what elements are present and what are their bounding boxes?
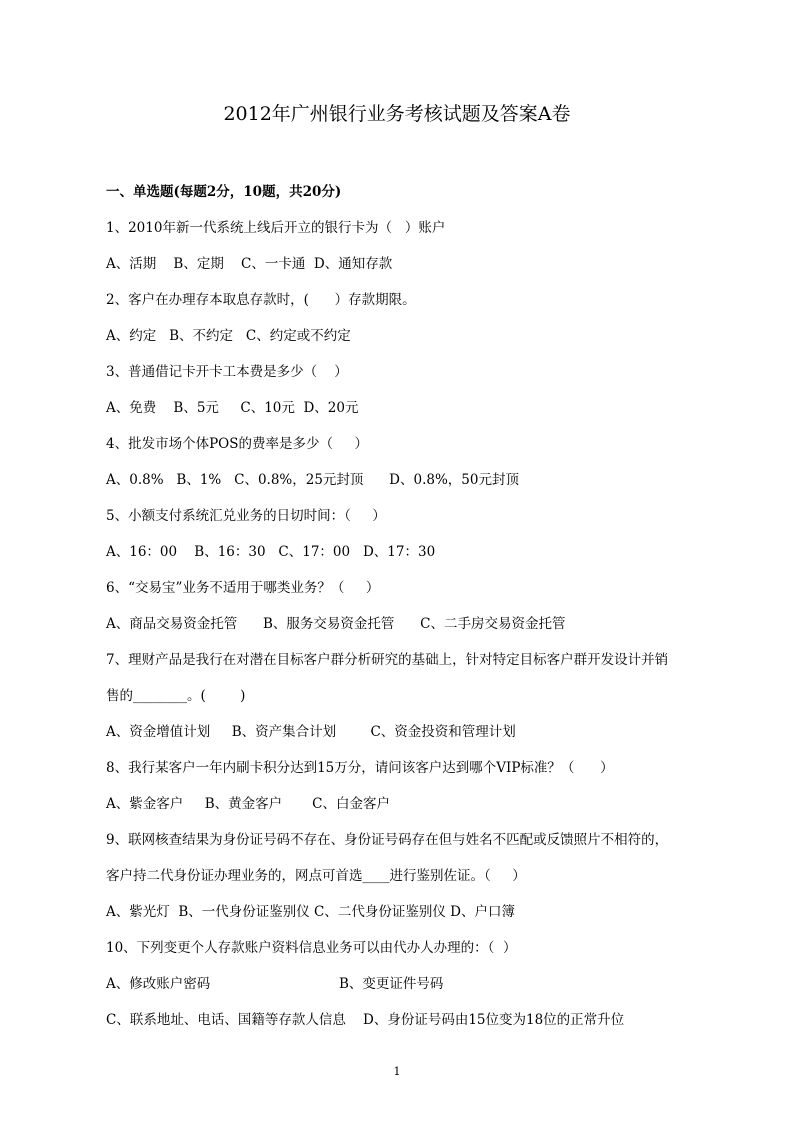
- question-2: 2、客户在办理存本取息存款时，( ）存款期限。: [106, 292, 416, 308]
- question-3: 3、普通借记卡开卡工本费是多少（ ）: [106, 364, 348, 380]
- question-6: 6、“交易宝”业务不适用于哪类业务？（ ）: [106, 580, 380, 596]
- options-5: A、16：00 B、16：30 C、17：00 D、17：30: [106, 544, 436, 560]
- question-7: 7、理财产品是我行在对潜在目标客户群分析研究的基础上，针对特定目标客户群开发设计并销: [106, 652, 669, 668]
- question-9: 9、联网核查结果为身份证号码不存在、身份证号码存在但与姓名不匹配或反馈照片不相符的，: [106, 832, 669, 848]
- options-3: A、免费 B、5元 C、10元 D、20元: [106, 400, 359, 416]
- question-9-continued: 客户持二代身份证办理业务的，网点可首选____进行鉴别佐证。（ ）: [106, 868, 526, 884]
- options-8: A、紫金客户 B、黄金客户 C、白金客户: [106, 796, 390, 812]
- section-heading: 一、单选题(每题2分，10题，共20分): [106, 184, 342, 200]
- question-8: 8、我行某客户一年内刷卡积分达到15万分，请问该客户达到哪个VIP标准？（ ）: [106, 760, 614, 776]
- page-number: 1: [393, 1065, 401, 1078]
- question-10: 10、下列变更个人存款账户资料信息业务可以由代办人办理的：（ ）: [106, 940, 517, 956]
- question-5: 5、小额支付系统汇兑业务的日切时间：（ ）: [106, 508, 386, 524]
- options-4: A、0.8% B、1% C、0.8%，25元封顶 D、0.8%，50元封顶: [106, 472, 519, 488]
- options-10-row-2: C、联系地址、电话、国籍等存款人信息 D、身份证号码由15位变为18位的正常升位: [106, 1012, 625, 1028]
- options-9: A、紫光灯 B、一代身份证鉴别仪 C、二代身份证鉴别仪 D、户口簿: [106, 904, 515, 920]
- options-6: A、商品交易资金托管 B、服务交易资金托管 C、二手房交易资金托管: [106, 616, 566, 632]
- options-1: A、活期 B、定期 C、一卡通 D、通知存款: [106, 256, 393, 272]
- question-4: 4、批发市场个体POS的费率是多少（ ）: [106, 436, 368, 452]
- options-2: A、约定 B、不约定 C、约定或不约定: [106, 328, 351, 344]
- options-10-row-1: A、修改账户密码 B、变更证件号码: [106, 976, 444, 992]
- question-7-continued: 售的________。( ): [106, 688, 246, 704]
- question-1: 1、2010年新一代系统上线后开立的银行卡为（ ）账户: [106, 220, 446, 236]
- options-7: A、资金增值计划 B、资产集合计划 C、资金投资和管理计划: [106, 724, 516, 740]
- document-title: 2012年广州银行业务考核试题及答案A卷: [223, 103, 571, 125]
